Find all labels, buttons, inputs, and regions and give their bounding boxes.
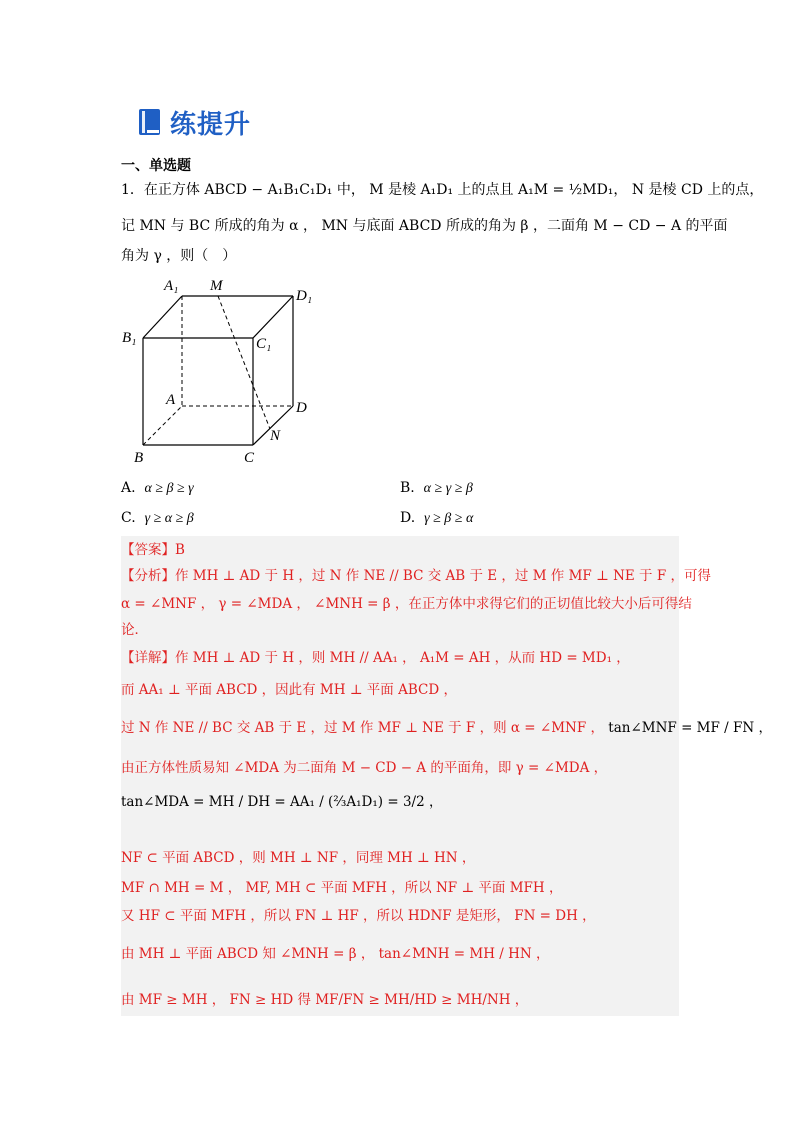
label-c: C	[244, 450, 255, 466]
label-c1: C₁	[256, 336, 272, 352]
detail-text-3-frac: tan∠MNF = MF / FN ，	[608, 720, 772, 736]
detail-line-5: tan∠MDA = MH / DH = AA₁ / (⅔A₁D₁) = 3/2 ，	[121, 794, 443, 810]
analysis-line-3: 论．	[121, 622, 148, 638]
edge-ba	[143, 406, 182, 445]
question-line-3: 角为 γ ，则（ ）	[121, 248, 237, 264]
analysis-line-2: α = ∠MNF ， γ = ∠MDA ， ∠MNH = β ，在正方体中求得它们的正切值比较大小后可得结	[121, 596, 692, 612]
label-a: A	[166, 392, 176, 408]
label-a1: A₁	[164, 278, 179, 294]
label-d1: D₁	[296, 288, 313, 304]
question-line-1	[121, 180, 763, 200]
option-b[interactable]	[400, 480, 473, 497]
question-text-1: 在正方体 ABCD − A₁B₁C₁D₁ 中， M 是棱 A₁D₁ 上的点且 A₁M = ½MD₁， N 是棱 CD 上的点，	[143, 182, 764, 198]
analysis-line-1	[121, 566, 711, 586]
detail-line-8: 又 HF ⊂ 平面 MFH ，所以 FN ⊥ HF ，所以 HDNF 是矩形， FN = DH ，	[121, 908, 596, 924]
section-header	[138, 104, 251, 140]
detail-line-3	[121, 718, 772, 738]
label-d: D	[296, 400, 307, 416]
option-d[interactable]	[400, 510, 473, 527]
label-m: M	[210, 278, 223, 294]
detail-line-10: 由 MF ≥ MH ， FN ≥ HD 得 MF/FN ≥ MH/HD ≥ MH/NH ，	[121, 992, 529, 1008]
option-c[interactable]	[121, 510, 194, 527]
analysis-text-1: 作 MH ⊥ AD 于 H ，过 N 作 NE // BC 交 AB 于 E ，过 M 作 MF ⊥ NE 于 F ，可得	[175, 568, 711, 584]
question-line-2: 记 MN 与 BC 所成的角为 α ， MN 与底面 ABCD 所成的角为 β ，二面角 M − CD − A 的平面	[121, 218, 728, 234]
question-number: 1．	[121, 182, 144, 198]
detail-label: 【详解】	[121, 650, 175, 666]
detail-line-6: NF ⊂ 平面 ABCD ，则 MH ⊥ NF ，同理 MH ⊥ HN ，	[121, 850, 476, 866]
segment-mn	[218, 296, 270, 429]
edge-b1a1	[143, 296, 182, 338]
option-a-text: α ≥ β ≥ γ	[144, 481, 194, 496]
label-b: B	[134, 450, 144, 466]
option-c-text: γ ≥ α ≥ β	[144, 511, 194, 526]
detail-line-1	[121, 648, 630, 668]
detail-line-4: 由正方体性质易知 ∠MDA 为二面角 M − CD − A 的平面角，即 γ = ∠MDA ，	[121, 760, 608, 776]
option-a[interactable]	[121, 480, 194, 497]
section-title: 一、单选题	[121, 158, 191, 174]
option-d-text: γ ≥ β ≥ α	[424, 511, 474, 526]
option-b-letter: B.	[400, 480, 415, 496]
edge-c1d1	[253, 296, 293, 338]
option-a-letter: A.	[121, 480, 136, 496]
option-b-text: α ≥ γ ≥ β	[423, 481, 473, 496]
header-title: 练提升	[170, 109, 252, 140]
detail-line-2: 而 AA₁ ⊥ 平面 ABCD ，因此有 MH ⊥ 平面 ABCD ，	[121, 682, 457, 698]
label-n: N	[270, 428, 281, 444]
detail-line-9: 由 MH ⊥ 平面 ABCD 知 ∠MNH = β ， tan∠MNH = MH / HN ，	[121, 946, 550, 962]
detail-text-1: 作 MH ⊥ AD 于 H ，则 MH // AA₁ ， A₁M = AH ，从而 HD = MD₁ ，	[175, 650, 630, 666]
cube-figure	[120, 272, 330, 467]
answer-line	[121, 540, 185, 560]
detail-text-3: 过 N 作 NE // BC 交 AB 于 E ，过 M 作 MF ⊥ NE 于 F ，则 α = ∠MNF ，	[121, 720, 604, 736]
answer-value: B	[175, 542, 185, 558]
label-b1: B₁	[122, 330, 137, 346]
answer-label: 【答案】	[121, 542, 175, 558]
option-c-letter: C.	[121, 510, 136, 526]
book-icon	[138, 108, 162, 136]
detail-line-7: MF ∩ MH = M ， MF, MH ⊂ 平面 MFH ，所以 NF ⊥ 平面 MFH ，	[121, 880, 563, 896]
analysis-label: 【分析】	[121, 568, 175, 584]
option-d-letter: D.	[400, 510, 416, 526]
